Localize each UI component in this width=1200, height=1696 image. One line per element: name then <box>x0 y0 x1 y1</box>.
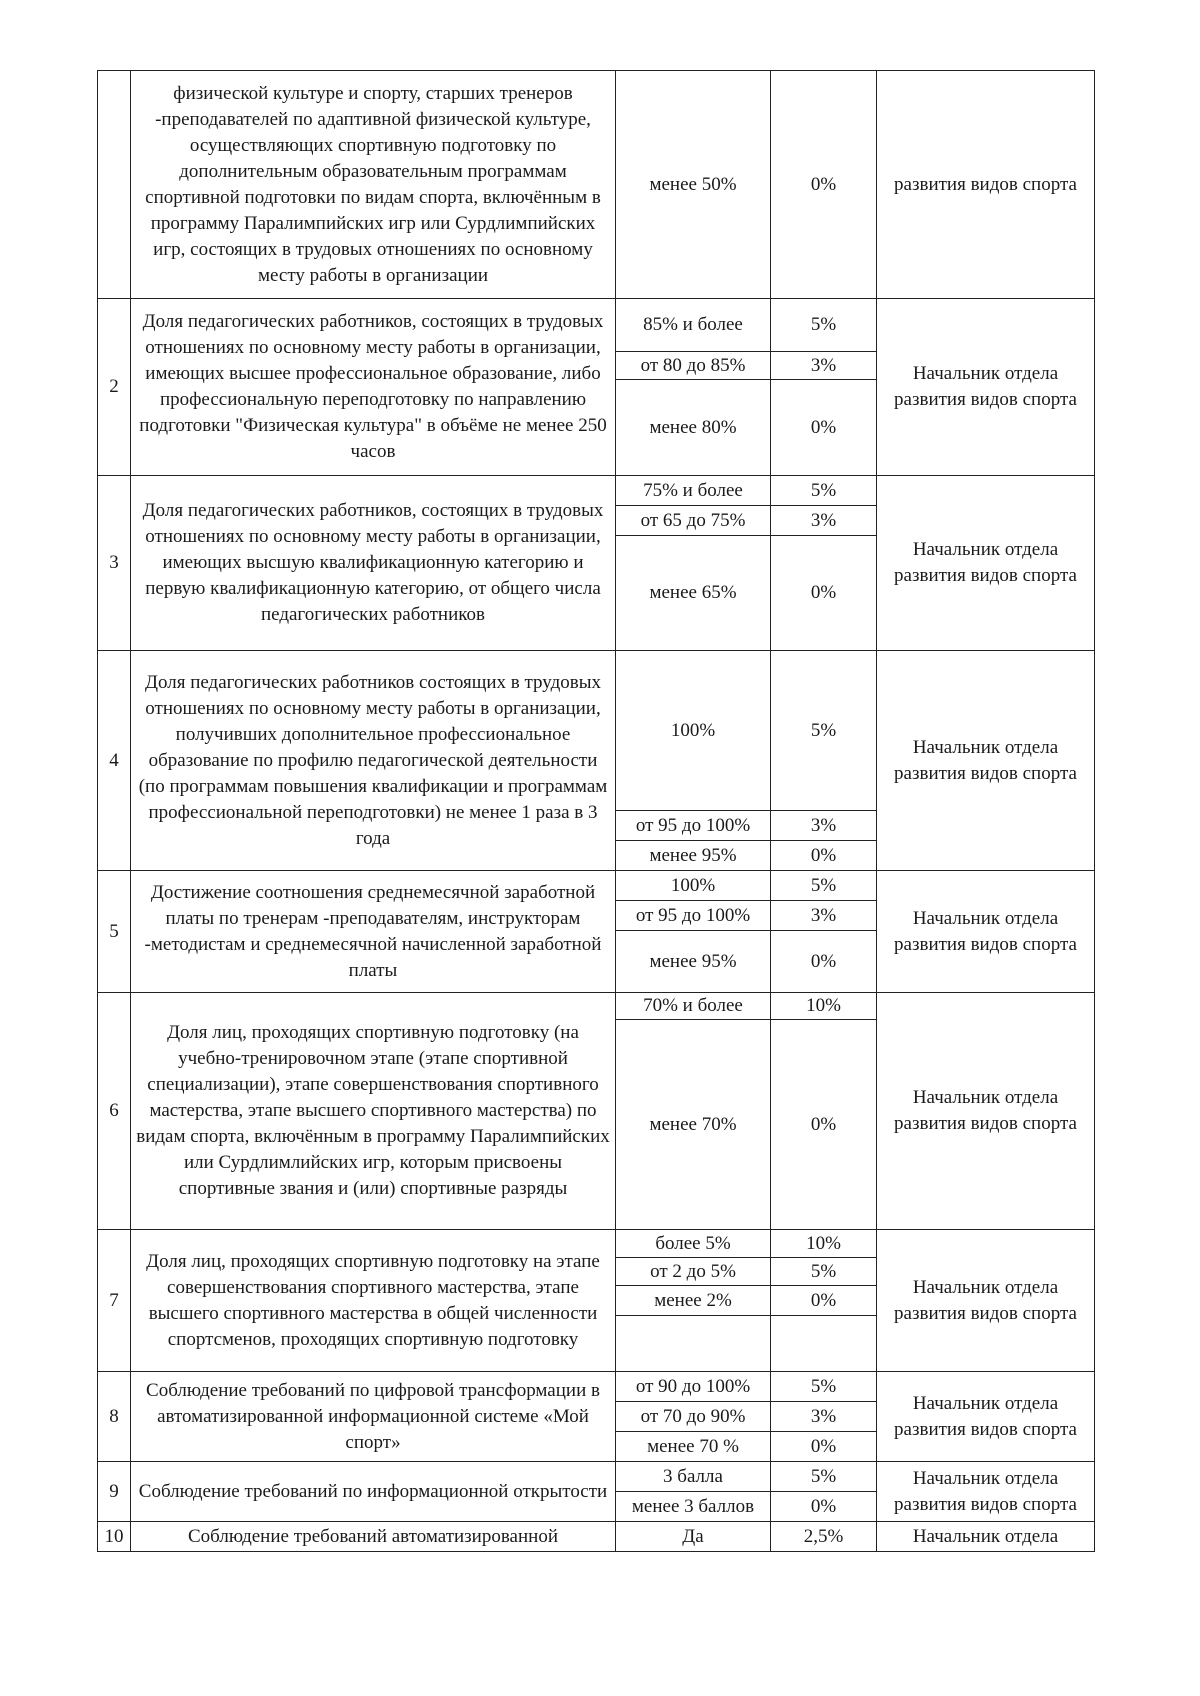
criterion-percent: 10% <box>771 993 877 1020</box>
row-description: Доля лиц, проходящих спортивную подготовку на этапе совершенствования спортивного мастерства, этапе высшего спортивного мастерства в общей численности спортсменов, проходящих спортивную подготовку <box>131 1230 616 1372</box>
criterion-value: от 95 до 100% <box>616 811 771 841</box>
criterion-percent: 10% <box>771 1230 877 1258</box>
row-responsible: Начальник отдела развития видов спорта <box>877 1372 1095 1462</box>
criterion-value: от 65 до 75% <box>616 506 771 536</box>
table-row <box>98 1372 1095 1402</box>
criterion-value: менее 3 баллов <box>616 1492 771 1522</box>
criterion-value: 70% и более <box>616 993 771 1020</box>
criterion-percent: 0% <box>771 536 877 651</box>
criterion-value: менее 2% <box>616 1286 771 1316</box>
row-number: 7 <box>98 1230 131 1372</box>
criterion-value: менее 80% <box>616 380 771 476</box>
criterion-percent: 5% <box>771 1462 877 1492</box>
criterion-percent: 3% <box>771 1402 877 1432</box>
criterion-percent: 0% <box>771 1492 877 1522</box>
criterion-value: от 80 до 85% <box>616 352 771 380</box>
criterion-value: от 70 до 90% <box>616 1402 771 1432</box>
row-description: Доля педагогических работников, состоящих в трудовых отношениях по основному месту работы в организации, имеющих высшее профессиональное образование, либо профессиональную переподготовку по направлению подготовки "Физическая культура" в объёме не менее 250 часов <box>131 299 616 476</box>
criterion-percent: 3% <box>771 352 877 380</box>
criterion-percent: 3% <box>771 506 877 536</box>
row-responsible: развития видов спорта <box>877 71 1095 299</box>
row-responsible: Начальник отдела развития видов спорта <box>877 299 1095 476</box>
table-row <box>98 651 1095 811</box>
criterion-percent: 3% <box>771 811 877 841</box>
criterion-value: от 95 до 100% <box>616 901 771 931</box>
criterion-percent: 0% <box>771 841 877 871</box>
criterion-percent: 0% <box>771 71 877 299</box>
criterion-percent: 5% <box>771 651 877 811</box>
criterion-percent: 5% <box>771 299 877 352</box>
row-responsible: Начальник отдела развития видов спорта <box>877 871 1095 993</box>
table-row <box>98 476 1095 506</box>
criterion-percent: 5% <box>771 1372 877 1402</box>
row-number: 10 <box>98 1522 131 1552</box>
criterion-percent: 0% <box>771 380 877 476</box>
row-description: Доля педагогических работников, состоящих в трудовых отношениях по основному месту работы в организации, имеющих высшую квалификационную категорию и первую квалификационную категорию, от общего числа педагогических работников <box>131 476 616 651</box>
empty-cell <box>771 1316 877 1372</box>
criterion-percent: 0% <box>771 931 877 993</box>
criterion-percent: 0% <box>771 1286 877 1316</box>
row-responsible: Начальник отдела развития видов спорта <box>877 651 1095 871</box>
row-responsible: Начальник отдела развития видов спорта <box>877 1462 1095 1522</box>
table-row <box>98 299 1095 352</box>
criterion-value: менее 95% <box>616 841 771 871</box>
row-responsible: Начальник отдела развития видов спорта <box>877 476 1095 651</box>
criterion-value: 75% и более <box>616 476 771 506</box>
table-row <box>98 1230 1095 1258</box>
table-row <box>98 871 1095 901</box>
row-number: 9 <box>98 1462 131 1522</box>
criterion-percent: 0% <box>771 1432 877 1462</box>
criterion-percent: 0% <box>771 1020 877 1230</box>
criterion-percent: 5% <box>771 871 877 901</box>
row-description: физической культуре и спорту, старших тренеров -преподавателей по адаптивной физической культуре, осуществляющих спортивную подготовку по дополнительным образовательным программам спортивной подготовки по видам спорта, включённым в программу Паралимпийских игр или Сурдлимпийских игр, состоящих в трудовых отношениях по основному месту работы в организации <box>131 71 616 299</box>
row-number: 4 <box>98 651 131 871</box>
row-description: Соблюдение требований автоматизированной <box>131 1522 616 1552</box>
criterion-value: от 2 до 5% <box>616 1258 771 1286</box>
row-number: 6 <box>98 993 131 1230</box>
row-responsible: Начальник отдела развития видов спорта <box>877 993 1095 1230</box>
criterion-percent: 2,5% <box>771 1522 877 1552</box>
criterion-percent: 5% <box>771 476 877 506</box>
criterion-value: менее 70 % <box>616 1432 771 1462</box>
criterion-value: Да <box>616 1522 771 1552</box>
row-number <box>98 71 131 299</box>
criterion-percent: 3% <box>771 901 877 931</box>
row-description: Соблюдение требований по информационной открытости <box>131 1462 616 1522</box>
row-description: Достижение соотношения среднемесячной заработной платы по тренерам -преподавателям, инструкторам -методистам и среднемесячной начисленной заработной платы <box>131 871 616 993</box>
row-description: Доля лиц, проходящих спортивную подготовку (на учебно-тренировочном этапе (этапе спортивной специализации), этапе совершенствования спортивного мастерства, этапе высшего спортивного мастерства) по видам спорта, включённым в программу Паралимпийских или Сурдлимлийских игр, которым присвоены спортивные звания и (или) спортивные разряды <box>131 993 616 1230</box>
table-row <box>98 71 1095 299</box>
row-number: 2 <box>98 299 131 476</box>
table-row <box>98 993 1095 1020</box>
row-responsible: Начальник отдела развития видов спорта <box>877 1230 1095 1372</box>
row-description: Доля педагогических работников состоящих в трудовых отношениях по основному месту работы в организации, получивших дополнительное профессиональное образование по профилю педагогической деятельности (по программам повышения квалификации и программам профессиональной переподготовки) не менее 1 раза в 3 года <box>131 651 616 871</box>
criterion-value: 3 балла <box>616 1462 771 1492</box>
criterion-value: более 5% <box>616 1230 771 1258</box>
row-number: 5 <box>98 871 131 993</box>
empty-cell <box>616 1316 771 1372</box>
criterion-value: менее 50% <box>616 71 771 299</box>
criterion-value: 85% и более <box>616 299 771 352</box>
criterion-value: менее 70% <box>616 1020 771 1230</box>
row-number: 3 <box>98 476 131 651</box>
criterion-value: 100% <box>616 871 771 901</box>
criteria-table <box>97 70 1095 1552</box>
table-row <box>98 1522 1095 1552</box>
row-number: 8 <box>98 1372 131 1462</box>
row-description: Соблюдение требований по цифровой трансформации в автоматизированной информационной системе «Мой спорт» <box>131 1372 616 1462</box>
criterion-percent: 5% <box>771 1258 877 1286</box>
criterion-value: от 90 до 100% <box>616 1372 771 1402</box>
criterion-value: менее 65% <box>616 536 771 651</box>
criterion-value: 100% <box>616 651 771 811</box>
criterion-value: менее 95% <box>616 931 771 993</box>
table-row <box>98 1462 1095 1492</box>
row-responsible: Начальник отдела <box>877 1522 1095 1552</box>
